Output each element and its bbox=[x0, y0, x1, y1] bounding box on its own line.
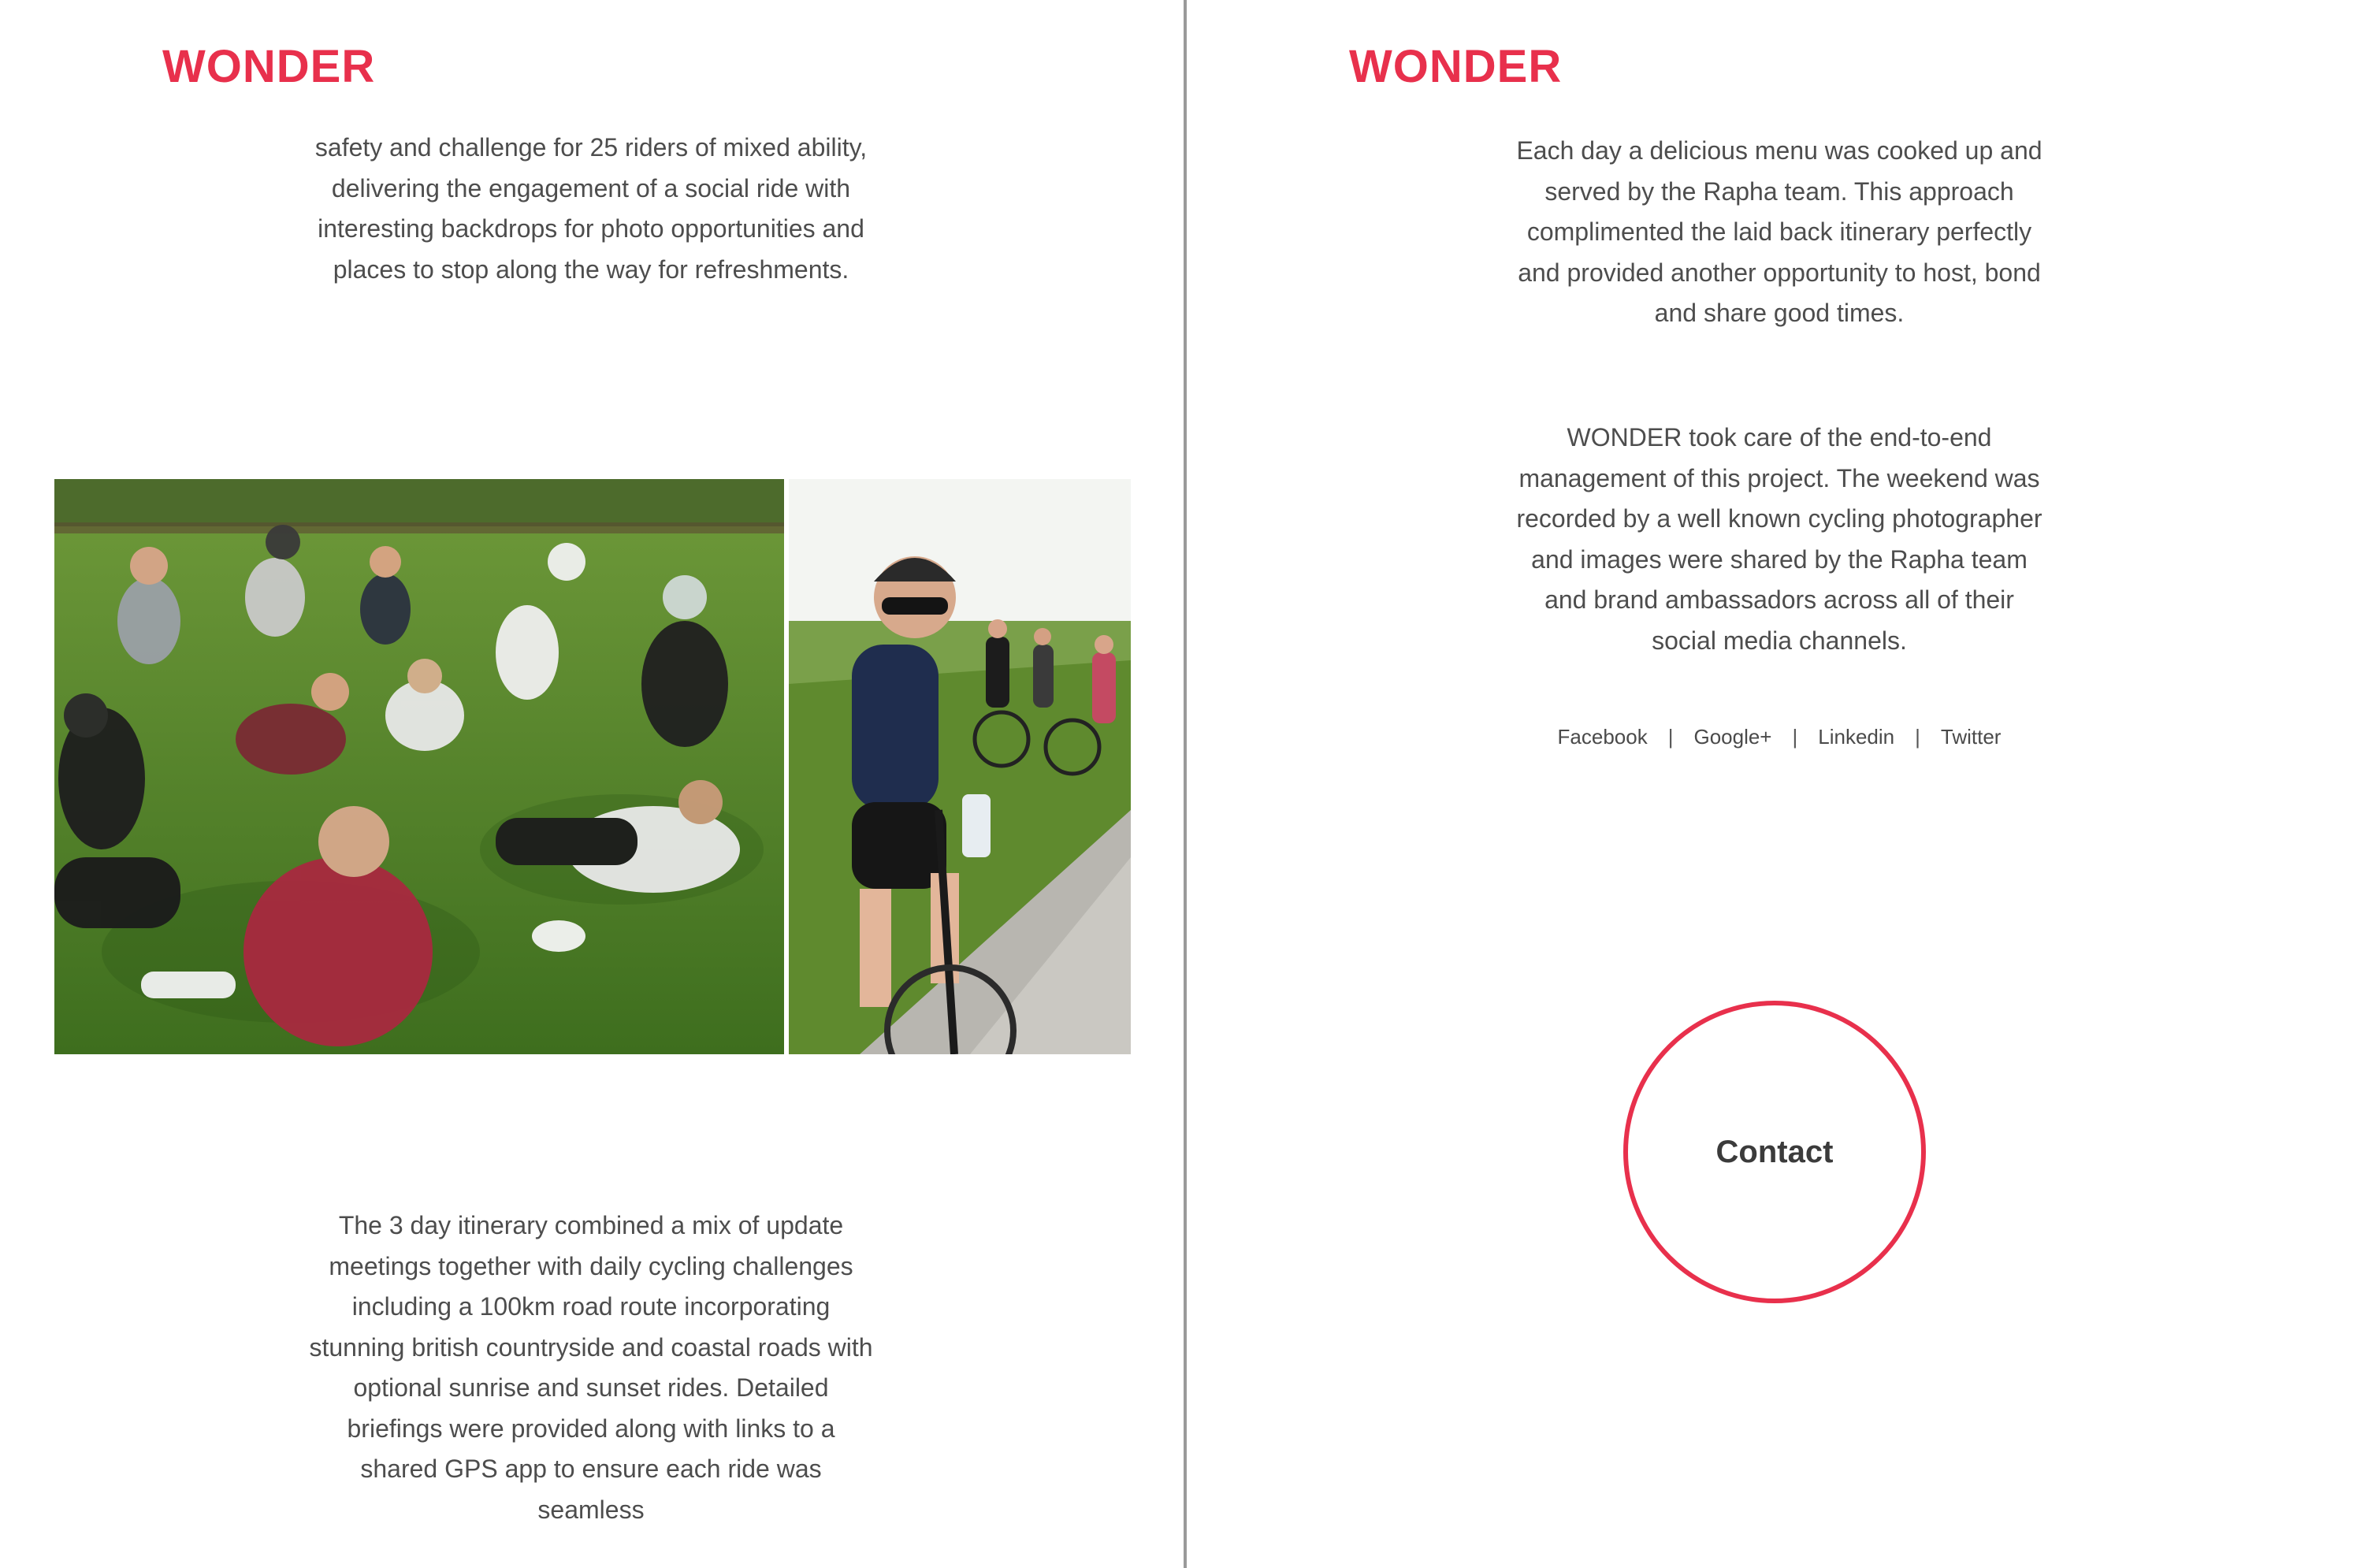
cyclist-on-road-illustration bbox=[789, 479, 1131, 1054]
right-page bbox=[1187, 0, 2364, 1568]
facebook-link[interactable]: Facebook bbox=[1557, 725, 1648, 749]
cyclists-grass-illustration bbox=[54, 479, 784, 1054]
linkedin-link[interactable]: Linkedin bbox=[1818, 725, 1895, 749]
smiling-cyclist-with-bike-photo bbox=[789, 479, 1131, 1054]
food-paragraph: Each day a delicious menu was cooked up and served by the Rapha team. This approach complimented the laid back itinerary perfectly and provided another opportunity to host, bond and share good times. bbox=[1516, 136, 2042, 327]
twitter-link[interactable]: Twitter bbox=[1940, 725, 2002, 749]
wonder-logo-right[interactable]: WONDER bbox=[1349, 41, 1563, 92]
itinerary-paragraph: The 3 day itinerary combined a mix of update meetings together with daily cycling challenges including a 100km road route incorporating stunning british countryside and coastal roads with optional sunrise and sunset rides. Detailed briefings were provided along with links to a shared GPS app to ensure each ride was seamless bbox=[309, 1211, 873, 1524]
separator: | bbox=[1915, 725, 1920, 749]
contact-button[interactable] bbox=[1623, 1001, 1926, 1303]
photo-collage bbox=[54, 479, 1131, 1054]
intro-paragraph: safety and challenge for 25 riders of mixed ability, delivering the engagement of a social ride with interesting backdrops for photo opportunities and places to stop along the way for refreshments. bbox=[314, 133, 868, 284]
wonder-management-paragraph: WONDER took care of the end-to-end management of this project. The weekend was recorded by a well known cycling photographer and images were shared by the Rapha team and brand ambassadors across all of their social media channels. bbox=[1516, 423, 2042, 655]
separator: | bbox=[1667, 725, 1674, 749]
group-of-cyclists-resting-on-grass-photo bbox=[54, 479, 784, 1054]
wonder-logo[interactable]: WONDER bbox=[162, 41, 376, 92]
google-plus-link[interactable]: Google+ bbox=[1693, 725, 1772, 749]
social-links bbox=[1513, 725, 2046, 749]
separator: | bbox=[1792, 725, 1798, 749]
contact-label: Contact bbox=[1715, 1134, 1834, 1169]
